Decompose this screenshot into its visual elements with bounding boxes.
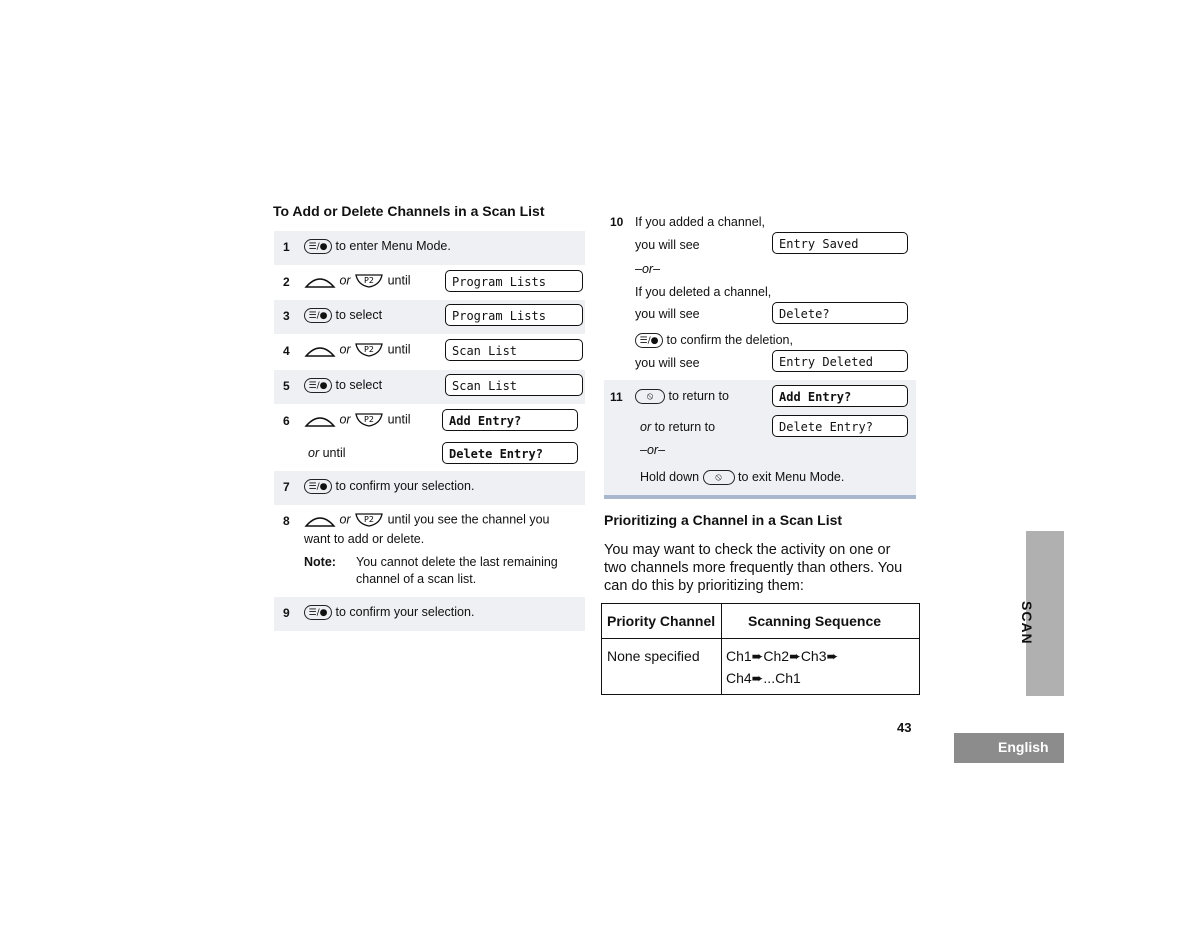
step-text: you will see (635, 238, 700, 252)
p2-button-icon (354, 412, 384, 428)
step-text: If you added a channel, (635, 215, 765, 229)
navigation-arc-button-icon (304, 342, 336, 358)
page-number: 43 (897, 720, 912, 735)
p2-label: P2 (364, 415, 375, 424)
p2-button-icon (354, 342, 384, 358)
home-button-icon: ⦸ (703, 470, 735, 485)
step-number: 5 (283, 379, 290, 393)
menu-button-icon: ☰/● (304, 378, 332, 393)
display-delete: Delete? (772, 302, 908, 324)
paragraph (604, 541, 920, 595)
menu-button-icon: ☰/● (304, 479, 332, 494)
step-text-continued: want to add or delete. (304, 532, 425, 546)
display-scan-list: Scan List (445, 374, 583, 396)
step-text: to confirm your selection. (335, 605, 475, 619)
step-7 (274, 471, 585, 505)
navigation-arc-button-icon (304, 412, 336, 428)
menu-button-icon: ☰/● (304, 239, 332, 254)
step-text: to exit Menu Mode. (738, 470, 845, 484)
paragraph-line: can do this by prioritizing them: (604, 578, 804, 594)
step-number: 1 (283, 240, 290, 254)
display-program-lists: Program Lists (445, 270, 583, 292)
paragraph-line: You may want to check the activity on one or (604, 542, 891, 558)
step-number: 3 (283, 309, 290, 323)
note-label: Note: (304, 555, 336, 569)
step-6 (274, 405, 585, 471)
step-number: 7 (283, 480, 290, 494)
step-4 (274, 335, 585, 369)
step-10 (604, 210, 916, 380)
home-button-icon: ⦸ (635, 389, 665, 404)
p2-button-icon (354, 512, 384, 528)
step-number: 4 (283, 344, 290, 358)
language-tab-label: English (998, 739, 1049, 755)
step-8 (274, 507, 585, 595)
step-number: 9 (283, 606, 290, 620)
table-cell: Ch1➨Ch2➨Ch3➨ (726, 648, 839, 664)
menu-button-icon: ☰/● (635, 333, 663, 348)
menu-button-icon: ☰/● (304, 605, 332, 620)
or-separator: –or– (635, 262, 661, 276)
step-text: to select (335, 378, 383, 392)
display-entry-saved: Entry Saved (772, 232, 908, 254)
or-text: or (640, 420, 652, 434)
navigation-arc-button-icon (304, 273, 336, 289)
paragraph-line: two channels more frequently than others. You (604, 560, 903, 576)
p2-label: P2 (364, 276, 375, 285)
note-text-2: channel of a scan list. (356, 572, 477, 586)
side-tab-scan (1019, 531, 1064, 696)
step-3 (274, 300, 585, 334)
p2-button-icon (354, 273, 384, 289)
language-tab (954, 733, 1064, 763)
until-text: until (322, 446, 346, 460)
or-text: or (339, 342, 351, 357)
section-heading-prioritizing: Prioritizing a Channel in a Scan List (604, 512, 843, 528)
p2-label: P2 (364, 515, 375, 524)
step-text: to select (335, 308, 383, 322)
or-separator: –or– (640, 443, 666, 457)
table-header: Scanning Sequence (748, 613, 882, 629)
display-delete-entry: Delete Entry? (772, 415, 908, 437)
display-entry-deleted: Entry Deleted (772, 350, 908, 372)
until-text: until (387, 273, 411, 288)
step-number: 8 (283, 514, 290, 528)
step-number: 2 (283, 275, 290, 289)
step-text: If you deleted a channel, (635, 285, 772, 299)
step-number: 10 (610, 215, 624, 229)
step-number: 11 (610, 390, 623, 404)
or-text: or (308, 446, 320, 460)
table-cell: None specified (607, 648, 700, 664)
step-text: Hold down (640, 470, 700, 484)
step-1 (274, 231, 585, 265)
step-text: to return to (654, 420, 716, 434)
display-scan-list: Scan List (445, 339, 583, 361)
step-2 (274, 266, 585, 300)
side-tab-label: SCAN (1019, 601, 1035, 645)
or-text: or (339, 412, 351, 427)
step-text: to return to (668, 389, 729, 403)
step-text: to confirm your selection. (335, 479, 475, 493)
table-header: Priority Channel (607, 613, 716, 629)
section-divider (604, 495, 916, 499)
display-add-entry: Add Entry? (772, 385, 908, 407)
step-number: 6 (283, 414, 290, 428)
p2-label: P2 (364, 345, 375, 354)
display-delete-entry: Delete Entry? (442, 442, 578, 464)
note-text-1: You cannot delete the last remaining (356, 555, 558, 569)
or-text: or (339, 273, 351, 288)
step-11 (604, 380, 916, 495)
step-text: you will see (635, 356, 700, 370)
priority-table (601, 603, 920, 695)
navigation-arc-button-icon (304, 512, 336, 528)
step-text: you will see (635, 307, 700, 321)
step-5 (274, 370, 585, 404)
section-heading-add-delete: To Add or Delete Channels in a Scan List (273, 203, 545, 219)
or-text: or (339, 512, 351, 527)
step-text: to enter Menu Mode. (335, 239, 451, 253)
step-9 (274, 597, 585, 631)
menu-button-icon: ☰/● (304, 308, 332, 323)
step-text: to confirm the deletion, (666, 333, 793, 347)
display-add-entry: Add Entry? (442, 409, 578, 431)
table-cell: Ch4➨...Ch1 (726, 670, 801, 686)
until-text: until (387, 342, 411, 357)
until-text: until (387, 412, 411, 427)
display-program-lists: Program Lists (445, 304, 583, 326)
step-text: until you see the channel you (387, 512, 550, 527)
